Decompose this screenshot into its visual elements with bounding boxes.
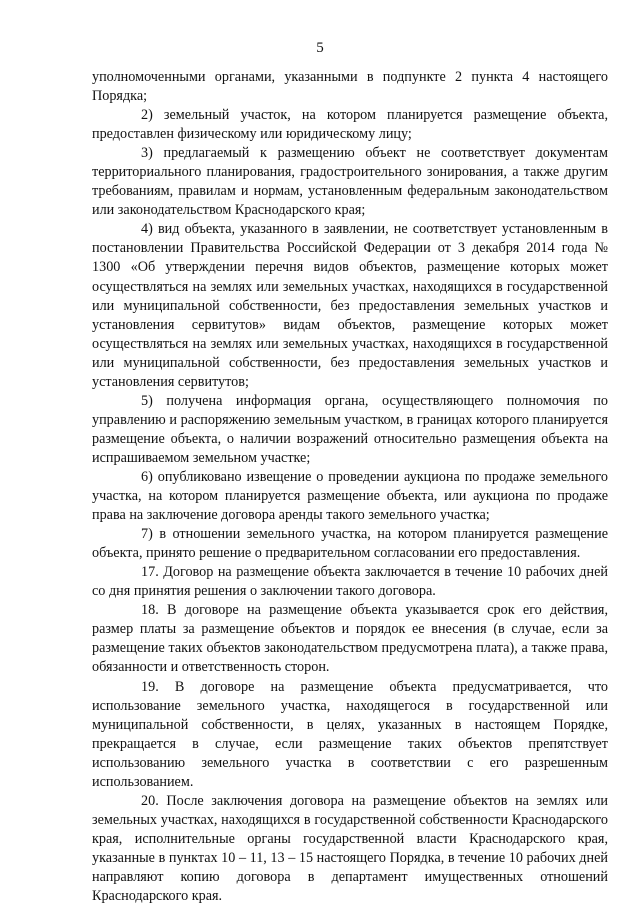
paragraph-clause-19: 19. В договоре на размещение объекта предусматривается, что использование земельного участка, находящегося в государственной или муниципальной собственности, в целях, указанных в настоящем Порядке, прекращается в случае, если размещение таких объектов препятствует использованию земельного участка в соответствии с его разрешенным использованием. xyxy=(92,678,608,790)
paragraph-clause-17: 17. Договор на размещение объекта заключается в течение 10 рабочих дней со дня принятия решения о заключении такого договора. xyxy=(92,564,608,600)
paragraph-item-3: 3) предлагаемый к размещению объект не соответствует документам территориального планирования, градостроительного зонирования, а также другим требованиям, правилам и нормам, установленным федеральным законодательством или законодательством Краснодарского края; xyxy=(92,145,608,219)
paragraph-item-5: 5) получена информация органа, осуществляющего полномочия по управлению и распоряжению земельным участком, в границах которого планируется размещение объекта, о наличии возражений относительно размещения объекта на испрашиваемом земельном участке; xyxy=(92,392,608,466)
paragraph-clause-18: 18. В договоре на размещение объекта указывается срок его действия, размер платы за размещение объектов и порядок ее внесения (в случае, если за размещение таких объектов законодательством предусмотрена плата), а также права, обязанности и ответственность сторон. xyxy=(92,602,608,676)
paragraph-item-2: 2) земельный участок, на котором планируется размещение объекта, предоставлен физическому или юридическому лицу; xyxy=(92,107,608,143)
document-body xyxy=(92,68,608,906)
paragraph-clause-20: 20. После заключения договора на размещение объектов на землях или земельных участках, находящихся в государственной собственности Краснодарского края, исполнительные органы государственной власти Краснодарского края, указанные в пунктах 10 – 11, 13 – 15 настоящего Порядка, в течение 10 рабочих дней направляют копию договора в департамент имущественных отношений Краснодарского края. xyxy=(92,792,608,905)
page-number: 5 xyxy=(316,40,324,56)
paragraph-item-6: 6) опубликовано извещение о проведении аукциона по продаже земельного участка, на котором планируется размещение объекта, или аукциона по продаже права на заключение договора аренды такого земельного участка; xyxy=(92,468,608,524)
paragraph-item-7: 7) в отношении земельного участка, на котором планируется размещение объекта, принято решение о предварительном согласовании его предоставления. xyxy=(92,526,608,562)
paragraph-continuation: уполномоченными органами, указанными в подпункте 2 пункта 4 настоящего Порядка; xyxy=(92,69,608,105)
paragraph-item-4: 4) вид объекта, указанного в заявлении, не соответствует установленным в постановлении Правительства Российской Федерации от 3 декабря 2014 года № 1300 «Об утверждении перечня видов объектов, размещение которых может осуществляться на землях или земельных участках, находящихся в государственной или муниципальной собственности, без предоставления земельных участков и установления сервитутов» видам объектов, размещение которых может осуществляться на землях или земельных участках, находящихся в государственной или муниципальной собственности, без предоставления земельных участков и установления сервитутов; xyxy=(92,221,608,390)
